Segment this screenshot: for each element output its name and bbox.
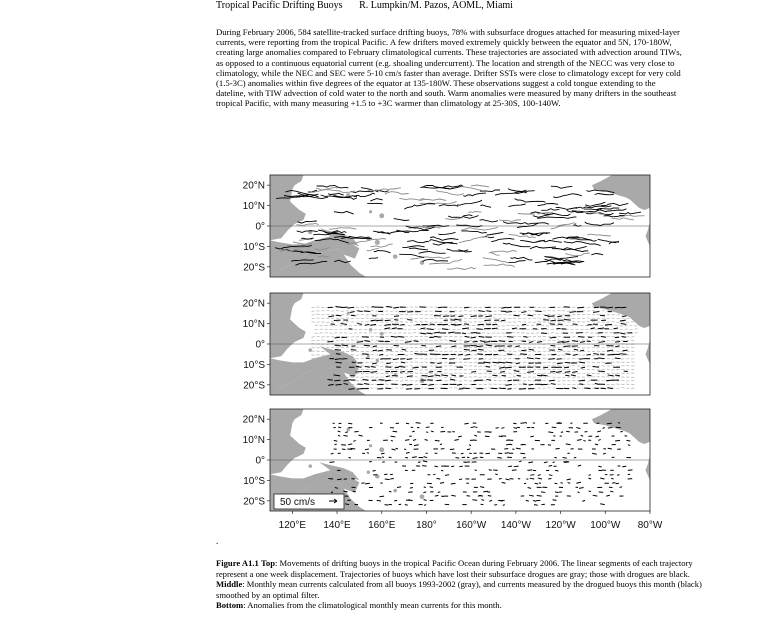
y-tick-label: 0° <box>255 339 265 351</box>
map-content <box>270 175 659 277</box>
map-content <box>270 293 659 395</box>
y-tick-label: 0° <box>255 455 265 467</box>
caption-top-label: Top <box>260 558 275 568</box>
x-tick-label: 140°E <box>323 520 351 531</box>
y-tick-label: 0° <box>255 221 265 233</box>
intro-paragraph: During February 2006, 584 satellite-tracked surface drifting buoys, 78% with subsurface drogues attached for measuring mixed-layer currents, were reporting from the tropical Pacific. A few drifters moved extremely quickly between the equator and 5N, 170-180W, creating large anomalies compared to February climatological currents. These trajectories are associated with advection around TIWs, as opposed to a continuous equatorial current (e.g. shoaling undercurrent). The location and strength of the NECC was very close to climatology, while the NEC and SEC were 5-10 cm/s faster than average. Drifter SSTs were close to climatology except for very cold (1.5-3C) anomalies within five degrees of the equator at 135-180W. These observations suggest a cold tongue extending to the dateline, with TIW advection of cold water to the north and south. Warm anomalies were measured by many drifters in the southeast tropical Pacific, with many measuring +1.5 to +3C warmer than climatology at 25-30S, 100-140W. <box>216 27 682 109</box>
caption-middle-text: : Monthly mean currents calculated from all buoys 1993-2002 (gray), and currents measured by the drogued buoys this month (black) smoothed by an optimal filter. <box>216 579 702 600</box>
stray-period: . <box>216 536 219 546</box>
scale-legend <box>274 494 344 509</box>
y-tick-label: 10°N <box>242 435 265 447</box>
figure <box>238 172 663 538</box>
x-axis-ticks <box>279 511 663 531</box>
y-tick-label: 10°S <box>243 475 265 487</box>
x-tick-label: 100°W <box>590 520 621 531</box>
x-tick-label: 120°E <box>278 520 307 531</box>
y-tick-label: 10°S <box>243 241 265 253</box>
caption-bottom-label: Bottom <box>216 600 244 611</box>
x-tick-label: 160°W <box>456 520 487 531</box>
y-tick-label: 20°S <box>243 496 265 508</box>
page-header <box>216 0 513 12</box>
caption-middle <box>216 579 716 600</box>
header-title: Tropical Pacific Drifting Buoys <box>216 0 343 11</box>
x-tick-label: 180° <box>416 520 437 531</box>
y-tick-label: 20°S <box>243 380 265 392</box>
caption-top-text: : Movements of drifting buoys in the tropical Pacific Ocean during February 2006. The linear segments of each trajectory represent a one week displacement. Trajectories of buoys which have lost their subsurface drogues are gray; those with drogues are black. <box>216 558 693 579</box>
x-tick-label: 80°W <box>637 520 663 531</box>
y-tick-label: 20°N <box>242 298 265 310</box>
caption-bottom-text: : Anomalies from the climatological monthly mean currents for this month. <box>243 600 502 611</box>
map-panel-top <box>243 175 659 277</box>
figure-svg <box>238 172 663 538</box>
caption-top <box>216 558 716 579</box>
caption-middle-label: Middle <box>216 579 243 590</box>
y-tick-label: 20°S <box>243 262 265 274</box>
scale-label: 50 cm/s <box>280 497 316 508</box>
x-tick-label: 160°E <box>368 520 396 531</box>
y-tick-label: 20°N <box>242 180 265 192</box>
figure-caption <box>216 558 716 611</box>
header-authors: R. Lumpkin/M. Pazos, AOML, Miami <box>359 0 513 11</box>
y-tick-label: 10°S <box>243 359 265 371</box>
x-tick-label: 140°W <box>500 520 531 531</box>
caption-bottom <box>216 600 716 611</box>
y-tick-label: 10°N <box>242 201 265 213</box>
y-tick-label: 20°N <box>242 414 265 426</box>
y-tick-label: 10°N <box>242 319 265 331</box>
caption-figure-label: Figure A1.1 <box>216 558 259 568</box>
map-panel-middle <box>243 293 659 395</box>
x-tick-label: 120°W <box>545 520 576 531</box>
